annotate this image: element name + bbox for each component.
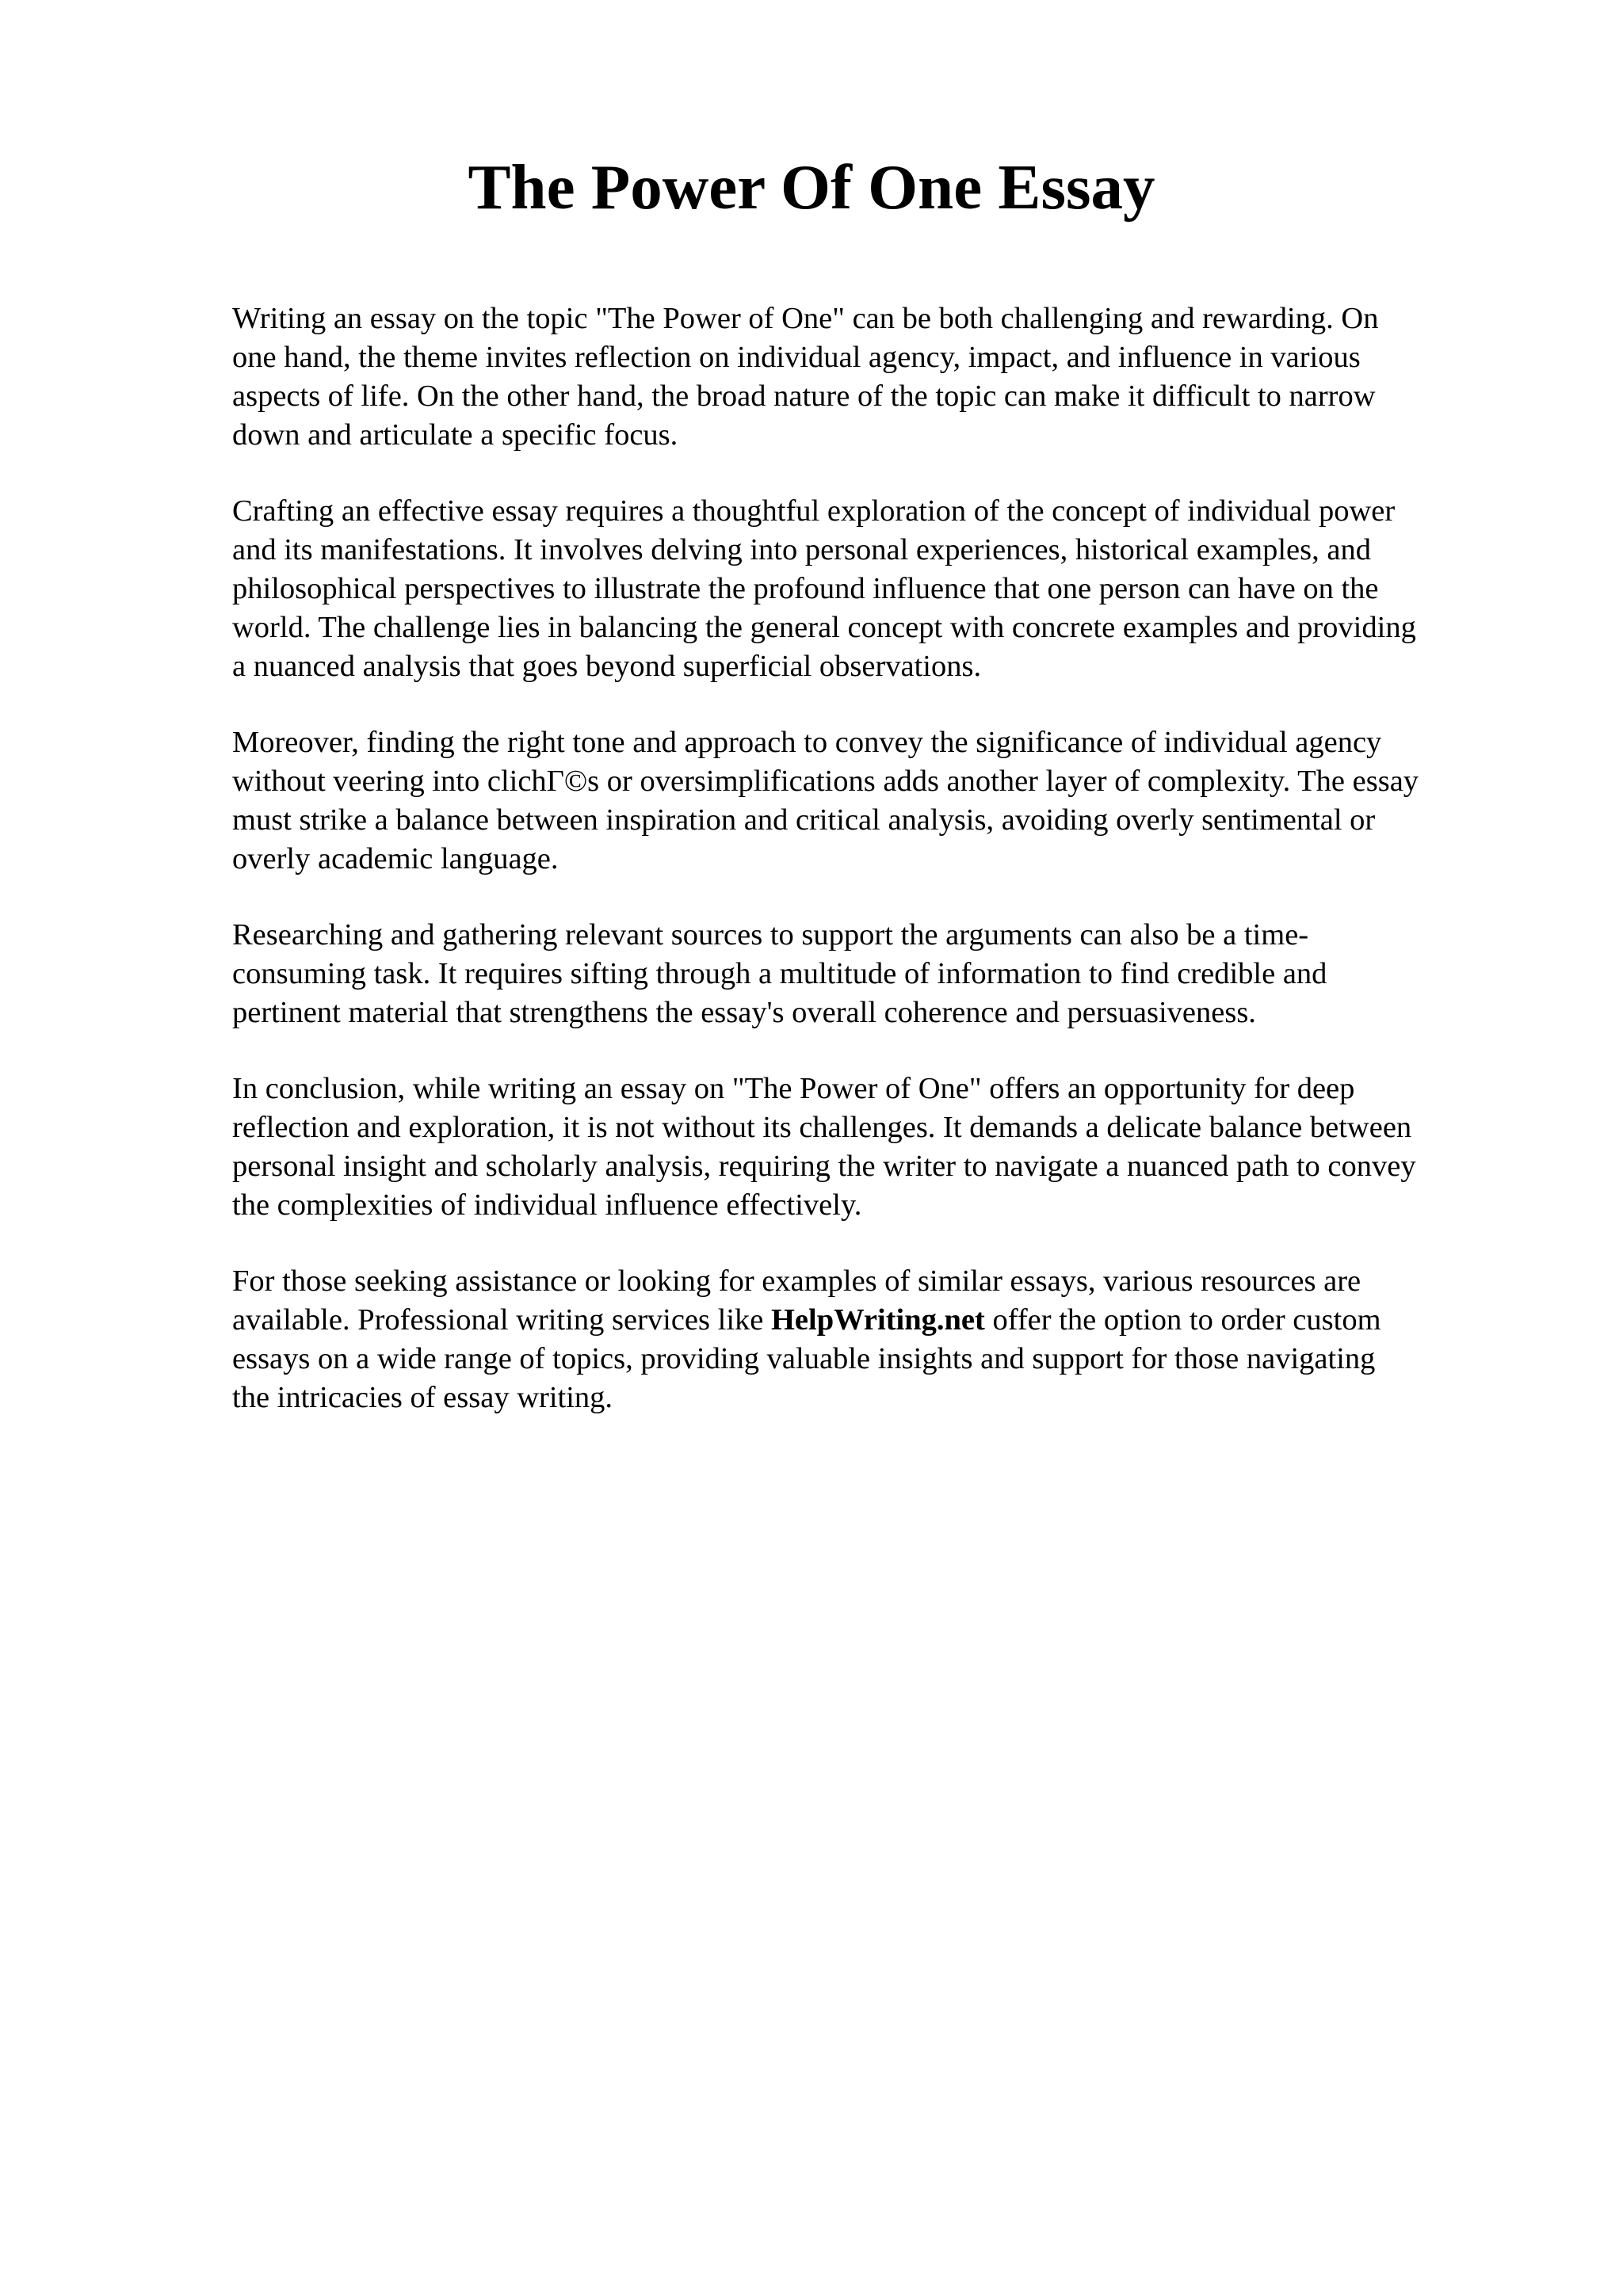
text-line: world. The challenge lies in balancing the general concept with concrete examples and providing — [232, 611, 1416, 644]
helpwriting-link[interactable]: HelpWriting.net — [770, 1303, 985, 1337]
text-line: Researching and gathering relevant sources to support the arguments can also be a time- — [232, 918, 1309, 952]
text-line: Writing an essay on the topic "The Power of One" can be both challenging and rewarding. On — [232, 302, 1379, 335]
document-body — [232, 299, 1532, 1455]
text-line: reflection and exploration, it is not without its challenges. It demands a delicate balance between — [232, 1111, 1412, 1144]
text-line: down and articulate a specific focus. — [232, 418, 678, 452]
text-line: pertinent material that strengthens the essay's overall coherence and persuasiveness. — [232, 996, 1256, 1029]
text-line: In conclusion, while writing an essay on "The Power of One" offers an opportunity for deep — [232, 1072, 1355, 1105]
text-line: consuming task. It requires sifting through a multitude of information to find credible and — [232, 957, 1327, 990]
paragraph-2 — [232, 492, 1532, 686]
text-line: the complexities of individual influence effectively. — [232, 1188, 862, 1222]
text-line: personal insight and scholarly analysis, requiring the writer to navigate a nuanced path to convey — [232, 1150, 1416, 1183]
text-line: the intricacies of essay writing. — [232, 1381, 613, 1414]
text-line: a nuanced analysis that goes beyond superficial observations. — [232, 650, 982, 683]
text-line: without veering into clichΓ©s or oversimplifications adds another layer of complexity. The essay — [232, 765, 1419, 798]
text-line: Moreover, finding the right tone and approach to convey the significance of individual agency — [232, 726, 1382, 759]
text-line: essays on a wide range of topics, providing valuable insights and support for those navigating — [232, 1342, 1376, 1375]
paragraph-6 — [232, 1262, 1532, 1417]
text-segment: offer the option to order custom — [984, 1303, 1381, 1337]
paragraph-3 — [232, 723, 1532, 879]
document-title: The Power Of One Essay — [468, 151, 1155, 223]
text-line: must strike a balance between inspiration and critical analysis, avoiding overly sentimental or — [232, 803, 1376, 837]
text-segment: available. Professional writing services like — [232, 1303, 771, 1337]
text-line — [232, 1301, 1532, 1340]
paragraph-5 — [232, 1070, 1532, 1225]
text-line: one hand, the theme invites reflection on individual agency, impact, and influence in various — [232, 341, 1361, 374]
text-line: philosophical perspectives to illustrate the profound influence that one person can have on the — [232, 572, 1379, 605]
text-line: aspects of life. On the other hand, the broad nature of the topic can make it difficult to narrow — [232, 379, 1376, 413]
text-line: For those seeking assistance or looking for examples of similar essays, various resources are — [232, 1264, 1361, 1298]
text-line: Crafting an effective essay requires a thoughtful exploration of the concept of individual power — [232, 494, 1396, 528]
text-line: overly academic language. — [232, 842, 559, 875]
text-line: and its manifestations. It involves delving into personal experiences, historical examples, and — [232, 533, 1371, 566]
paragraph-4 — [232, 916, 1532, 1032]
paragraph-1 — [232, 299, 1532, 455]
